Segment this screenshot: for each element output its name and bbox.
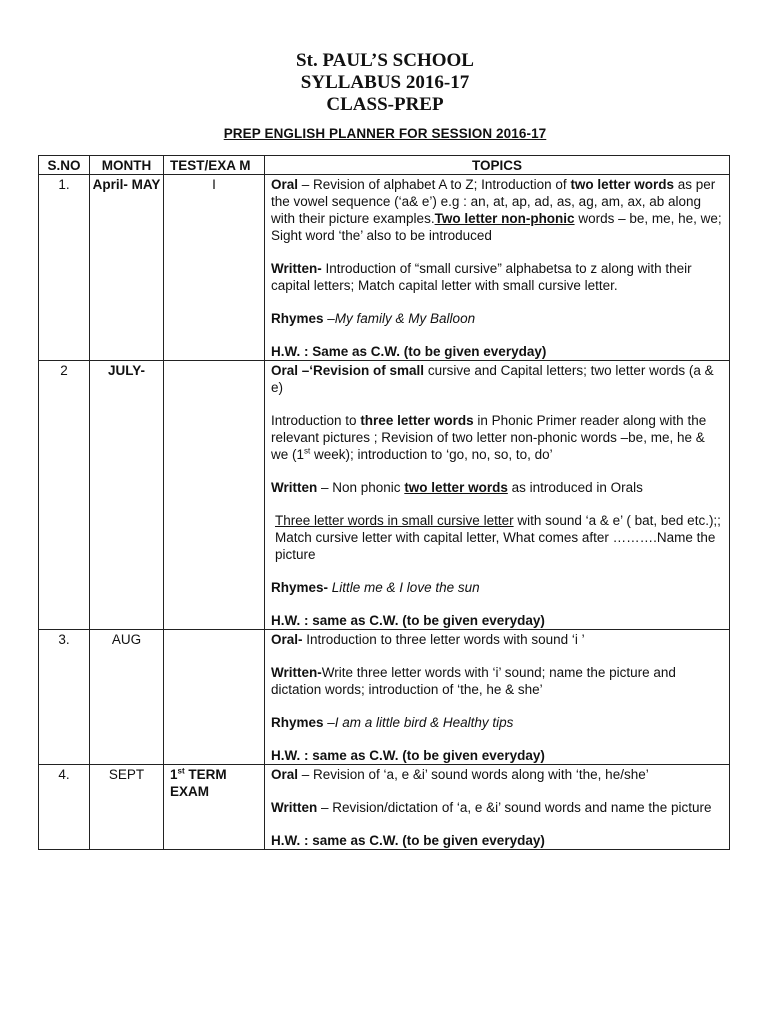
intro-bold: three letter words — [360, 413, 474, 428]
table-header-row — [39, 156, 730, 175]
test-rest: TERM EXAM — [170, 767, 227, 799]
sno-cell: 2 — [39, 361, 90, 630]
test-cell — [164, 765, 265, 850]
written-paragraph — [271, 799, 723, 816]
sno-cell: 4. — [39, 765, 90, 850]
class-title: CLASS-PREP — [326, 94, 444, 115]
oral-text: cursive and Capital letters; two letter words (a & e) — [271, 363, 714, 395]
test-sup: st — [177, 766, 185, 776]
syllabus-table — [38, 155, 730, 850]
written-text: Introduction of “small cursive” alphabetsa to z along with their capital letters; Match capital letter with small cursive letter. — [271, 261, 692, 293]
rhymes-label: Rhymes — [271, 715, 324, 730]
intro-text: Introduction to — [271, 413, 361, 428]
test-cell: I — [164, 175, 265, 361]
header-month: MONTH — [90, 156, 164, 175]
oral-text: words – be, me, he, we; Sight word ‘the’ also to be introduced — [271, 211, 722, 243]
rhymes-text: My family & My Balloon — [334, 311, 476, 326]
topics-cell — [265, 361, 730, 630]
written-paragraph — [271, 479, 723, 496]
oral-label: Oral- — [271, 632, 303, 647]
rhymes-dash: – — [323, 311, 335, 326]
oral-label: Oral — [271, 767, 299, 782]
month-cell: SEPT — [90, 765, 164, 850]
intro-sup: st — [304, 446, 311, 456]
oral-text: as per the vowel sequence (‘a& e’) e.g : an, at, ap, ad, as, ag, am, ax, ab along with their picture examples. — [271, 177, 716, 226]
written-label: Written- — [271, 261, 322, 276]
planner-title: PREP ENGLISH PLANNER FOR SESSION 2016-17 — [223, 126, 547, 141]
header-topics: TOPICS — [265, 156, 730, 175]
intro-text: in Phonic Primer reader along with the relevant pictures ; Revision of two letter non-phonic words –be, me, he & we (1 — [271, 413, 707, 462]
rhymes-paragraph — [271, 310, 723, 327]
oral-paragraph — [271, 631, 723, 648]
test-cell — [164, 630, 265, 765]
header-sno: S.NO — [39, 156, 90, 175]
written-label: Written- — [271, 665, 322, 680]
sno-cell: 1. — [39, 175, 90, 361]
three-letter-paragraph — [271, 512, 723, 563]
header-test: TEST/EXA M — [164, 156, 265, 175]
rhymes-dash: – — [323, 715, 335, 730]
oral-text: – Revision of ‘a, e &i’ sound words along with ‘the, he/she’ — [298, 767, 649, 782]
written-text: – Non phonic — [317, 480, 405, 495]
three-letter-text: with sound ‘a & e’ ( bat, bed etc.);; Match cursive letter with capital letter, What comes after ……….Name the picture — [275, 513, 721, 562]
intro-paragraph — [271, 412, 723, 463]
written-paragraph — [271, 664, 723, 698]
written-text: Write three letter words with ‘i’ sound; name the picture and dictation words; introduction of ‘the, he & she’ — [271, 665, 676, 697]
written-text: – Revision/dictation of ‘a, e &i’ sound words and name the picture — [317, 800, 712, 815]
table-row — [39, 630, 730, 765]
month-cell: AUG — [90, 630, 164, 765]
rhymes-label: Rhymes — [271, 311, 324, 326]
written-bold-underline: two letter words — [404, 480, 508, 495]
rhymes-paragraph — [271, 579, 723, 596]
table-row — [39, 361, 730, 630]
oral-bold-underline: Two letter non-phonic — [434, 211, 575, 226]
syllabus-title: SYLLABUS 2016-17 — [300, 72, 470, 93]
written-label: Written — [271, 800, 318, 815]
rhymes-label: Rhymes- — [271, 580, 329, 595]
oral-text: – Revision of alphabet A to Z; Introduction of — [298, 177, 571, 192]
homework-line: H.W. : same as C.W. (to be given everyday) — [271, 748, 545, 763]
rhymes-text: I am a little bird & Healthy tips — [334, 715, 514, 730]
homework-line: H.W. : Same as C.W. (to be given everyday) — [271, 344, 547, 359]
oral-paragraph — [271, 176, 723, 244]
rhymes-text: Little me & I love the sun — [328, 580, 480, 595]
written-label: Written — [271, 480, 318, 495]
oral-paragraph — [271, 766, 723, 783]
test-cell — [164, 361, 265, 630]
table-row — [39, 765, 730, 850]
topics-cell — [265, 630, 730, 765]
written-text: as introduced in Orals — [507, 480, 643, 495]
test-num: 1 — [170, 767, 178, 782]
topics-cell — [265, 765, 730, 850]
month-cell: JULY- — [90, 361, 164, 630]
homework-line: H.W. : same as C.W. (to be given everyday) — [271, 613, 545, 628]
month-cell: April- MAY — [90, 175, 164, 361]
homework-line: H.W. : same as C.W. (to be given everyday) — [271, 833, 545, 848]
rhymes-paragraph — [271, 714, 723, 731]
school-name: St. PAUL’S SCHOOL — [296, 50, 474, 71]
oral-label: Oral — [271, 177, 299, 192]
oral-text: Introduction to three letter words with sound ‘i ’ — [302, 632, 585, 647]
written-paragraph — [271, 260, 723, 294]
oral-label: Oral –‘Revision of small — [271, 363, 425, 378]
intro-text: week); introduction to ‘go, no, so, to, do’ — [310, 447, 553, 462]
topics-cell — [265, 175, 730, 361]
document-header — [0, 50, 770, 116]
three-letter-underline: Three letter words in small cursive letter — [275, 513, 514, 528]
table-row — [39, 175, 730, 361]
oral-paragraph — [271, 362, 723, 396]
sno-cell: 3. — [39, 630, 90, 765]
oral-bold: two letter words — [570, 177, 674, 192]
